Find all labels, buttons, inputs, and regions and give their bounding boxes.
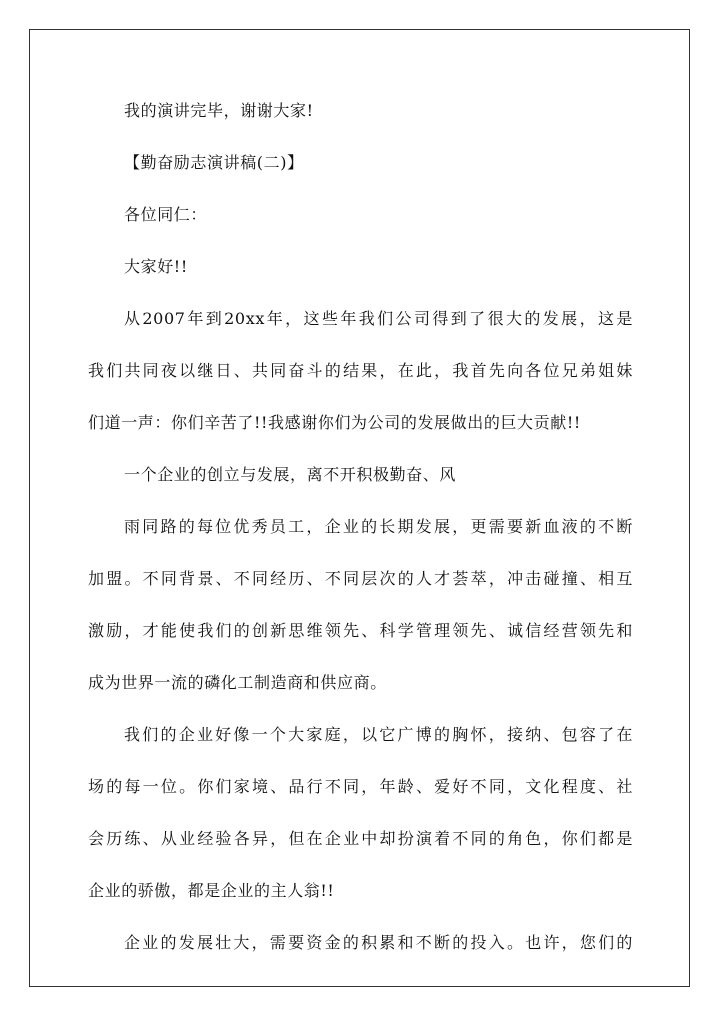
- closing-line: 我的演讲完毕，谢谢大家!: [124, 101, 314, 120]
- salutation: 各位同仁：: [124, 205, 208, 224]
- paragraph-line: 们道一声：你们辛苦了!!我感谢你们为公司的发展做出的巨大贡献!!: [88, 413, 581, 432]
- paragraph-line: 激励，才能使我们的创新思维领先、科学管理领先、诚信经营领先和: [88, 621, 633, 640]
- paragraph-line: 企业的骄傲，都是企业的主人翁!!: [88, 881, 335, 900]
- paragraph-line: 我们的企业好像一个大家庭，以它广博的胸怀，接纳、包容了在: [124, 725, 633, 744]
- paragraph-line: 加盟。不同背景、不同经历、不同层次的人才荟萃，冲击碰撞、相互: [88, 569, 633, 588]
- paragraph-line: 从2007年到20xx年，这些年我们公司得到了很大的发展，这是: [124, 309, 633, 328]
- paragraph-line: 雨同路的每位优秀员工，企业的长期发展，更需要新血液的不断: [124, 517, 633, 536]
- paragraph-line: 我们共同夜以继日、共同奋斗的结果，在此，我首先向各位兄弟姐妹: [88, 361, 633, 380]
- paragraph-line: 场的每一位。你们家境、品行不同，年龄、爱好不同，文化程度、社: [88, 777, 633, 796]
- section-heading: 【勤奋励志演讲稿(二)】: [124, 153, 304, 172]
- paragraph-line: 成为世界一流的磷化工制造商和供应商。: [88, 673, 387, 692]
- paragraph-line: 会历练、从业经验各异，但在企业中却扮演着不同的角色，你们都是: [88, 829, 633, 848]
- paragraph-line: 一个企业的创立与发展，离不开积极勤奋、风: [124, 465, 457, 484]
- greeting: 大家好!!: [124, 257, 188, 276]
- paragraph-line: 企业的发展壮大，需要资金的积累和不断的投入。也许，您们的: [124, 933, 633, 952]
